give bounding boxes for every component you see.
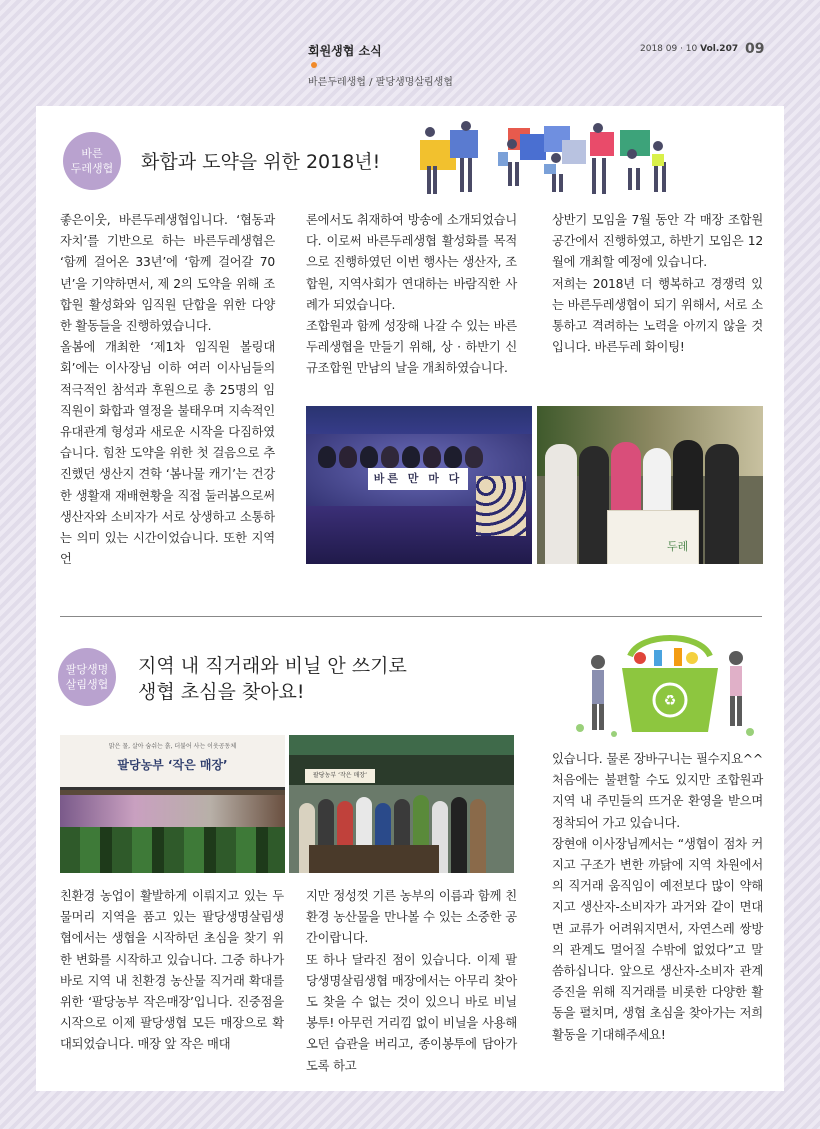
article1-headline: 화합과 도약을 위한 2018년! (141, 151, 381, 173)
article1-col1-para2: 올봄에 개최한 ‘제1차 임직원 볼링대회’에는 이사장님 이하 여러 이사님들의 적극적인 참석과 후원으로 총 25명의 임직원이 화합과 열정을 불태우며 지속적인 유대관계 형성과 새로운 시작을 다짐하였습니다. 힘찬 도약을 위한 첫 걸음으로 추진했던 생산지 견학 ‘봄나물 캐기’는 건강한 생활재 재배현황을 직접 둘러봄으로써 생산자와 소비자가 서로 상생하고 소통하는 의미 있는 시간이었습니다. 또한 지역 언 (60, 340, 275, 567)
accent-dot (311, 62, 317, 68)
article-divider (60, 616, 762, 617)
article1-col2-para2: 조합원과 함께 성장해 나갈 수 있는 바른두레생협을 만들기 위해, 상 · 하반기 신규조합원 만남의 날을 개최하였습니다. (306, 319, 517, 376)
article2-badge-line2: 살림생협 (65, 678, 109, 691)
bag-logo: 두레 (667, 540, 689, 553)
article2-headline (138, 653, 407, 705)
article2-col1-para1: 친환경 농업이 활발하게 이뤄지고 있는 두물머리 지역을 품고 있는 팔당생명살림생협에서는 생협을 시작하던 초심을 찾기 위한 변화를 시작하고 있습니다. 그중 하나가 바로 지역 내 친환경 농산물 직거래 확대를 위한 ‘팔당농부 작은매장’입니다. 진중점을 시작으로 이제 팔당생협 모든 매장으로 확대되었습니다. 매장 앞 작은 매대 (60, 889, 284, 1052)
article1-col2-para1: 론에서도 취재하여 방송에 소개되었습니다. 이로써 바른두레생협 활성화를 목적으로 진행하였던 이번 행사는 생산자, 조합원, 지역사회가 연대하는 바람직한 사례가 되었습니다. (306, 213, 517, 312)
page-header (0, 0, 820, 100)
section-title: 회원생협 소식 (308, 44, 382, 58)
article2-column-3 (552, 749, 763, 1046)
issue-date-text: 2018 09 · 10 (640, 44, 698, 54)
issue-date (640, 44, 738, 54)
article2-headline-line1: 지역 내 직거래와 비닐 안 쓰기로 (138, 655, 407, 677)
page-number: 09 (745, 41, 765, 57)
bowling-group-photo (306, 406, 532, 564)
storefront-group-photo (289, 735, 514, 873)
article2-col3-para2: 장현애 이사장님께서는 “생협이 점차 커지고 구조가 변한 까닭에 지역 차원에서의 직거래 움직임이 예전보다 많이 약해지고 생산자-소비자가 과거와 같이 면대면 교류가 어려워지면서, 자연스레 쌍방의 관계도 멀어질 수밖에 없었다”고 말씀하십니다. 앞으로 생산자-소비자 관계 증진을 위해 직거래를 비롯한 다양한 활동을 펼치며, 생협 초심을 찾아가는 저희 활동을 기대해주세요! (552, 836, 763, 1042)
article2-col3-para1: 있습니다. 물론 장바구니는 필수지요^^ 처음에는 불편할 수도 있지만 조합원과 지역 내 주민들의 뜨거운 환영을 받으며 정착되어 가고 있습니다. (552, 752, 763, 830)
article2-col2-para1: 지만 정성껏 기른 농부의 이름과 함께 친환경 농산물을 만나볼 수 있는 소중한 공간이랍니다. (306, 889, 517, 946)
store-interior-photo (60, 735, 285, 873)
bowling-sign: 바른 만 마 다 (368, 468, 468, 490)
article1-column-2 (306, 210, 517, 380)
article2-column-1 (60, 886, 284, 1056)
svg-text:♻: ♻ (663, 693, 677, 709)
issue-volume: Vol.207 (700, 44, 739, 54)
article1-col3-para2: 저희는 2018년 더 행복하고 경쟁력 있는 바른두레생협이 되기 위해서, 서로 소통하고 격려하는 노력을 아끼지 않을 것입니다. 바른두레 화이팅! (552, 276, 763, 355)
storefront-sign: 팔당농부 ‘작은 매장’ (305, 769, 375, 783)
article1-column-1 (60, 210, 275, 570)
article1-column-3 (552, 210, 763, 358)
article2-col2-para2: 또 하나 달라진 점이 있습니다. 이제 팔당생명살림생협 매장에서는 아무리 찾아도 찾을 수 없는 것이 있으니 바로 비닐봉투! 아무런 거리낌 없이 비닐을 사용해오던 습관을 버리고, 종이봉투에 담아가도록 하고 (306, 952, 517, 1073)
article1-col1-para1: 좋은이웃, 바른두레생협입니다. ‘협동과 자치’를 기반으로 하는 바른두레생협은 ‘함께 걸어온 33년’에 ‘함께 걸어갈 70년’을 기약하면서, 제 2의 도약을 위해 조합원 활성화와 임직원 단합을 위한 다양한 활동들을 진행하였습니다. (60, 213, 275, 334)
article2-column-2 (306, 886, 517, 1077)
article2-headline-line2: 생협 초심을 찾아요! (138, 681, 305, 703)
store-sign: 팔당농부 ‘작은 매장’ (117, 758, 228, 772)
article2-badge-line1: 팔당생명 (65, 663, 109, 676)
puzzle-people-illustration (412, 118, 674, 198)
recycling-family-illustration (570, 628, 760, 740)
new-members-photo (537, 406, 763, 564)
section-subtitle: 바른두레생협 / 팔당생명살림생협 (308, 77, 453, 88)
article2-badge (58, 648, 116, 706)
article1-col3-para1: 상반기 모임을 7월 동안 각 매장 조합원 공간에서 진행하였고, 하반기 모임은 12월에 개최할 예정에 있습니다. (552, 213, 763, 270)
store-banner-text: 맑은 물, 살아 숨쉬는 흙, 더불어 사는 이웃공동체 (108, 743, 237, 750)
article1-badge-line2: 두레생협 (70, 162, 114, 175)
article1-badge (63, 132, 121, 190)
article1-badge-line1: 바른 (81, 147, 103, 160)
